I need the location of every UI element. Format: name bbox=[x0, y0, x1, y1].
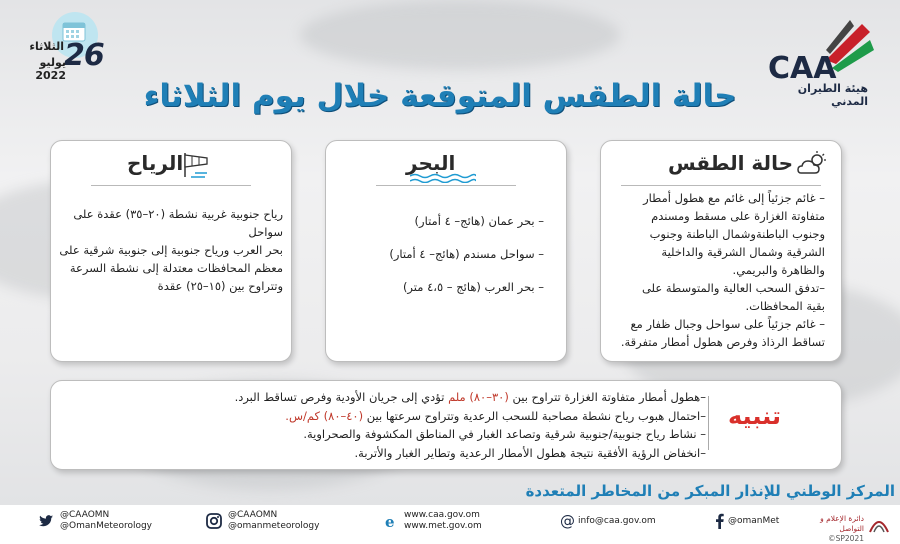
footer-email[interactable]: info@caa.gov.om bbox=[578, 516, 656, 526]
footer-instagram[interactable]: @CAAOMN @omanmeteorology bbox=[228, 510, 320, 531]
svg-text:@: @ bbox=[560, 513, 575, 529]
weather-card-title: حالة الطقس bbox=[667, 151, 793, 175]
warning-divider bbox=[708, 396, 709, 450]
twitter-icon bbox=[38, 513, 54, 529]
weather-card-text: – غائم جزئياً إلى غائم مع هطول أمطار متفاوتة الغزارة على مسقط ومسندم وجنوب الباطنةوشمال الباطنة وجنوب الشرقية وشمال الشرقية والداخلية والظاهرة والبريمي. –تدفق السحب العالية والمتوسطة على بقية المحافظات. – غائم جزئياً على سواحل وجبال ظفار مع تساقط الرذاذ وفرص هطول أمطار متفرقة. bbox=[620, 191, 825, 349]
page-title: حالة الطقس المتوقعة خلال يوم الثلاثاء bbox=[143, 78, 737, 114]
footer-facebook[interactable]: @omanMet bbox=[728, 516, 780, 526]
waves-icon bbox=[410, 173, 476, 183]
wind-card-title: الرياح bbox=[127, 151, 184, 175]
day-number: 26 bbox=[64, 38, 104, 73]
footer-websites[interactable]: www.caa.gov.om www.met.gov.om bbox=[404, 510, 482, 531]
department-logo bbox=[866, 510, 892, 536]
logo-caption: هيئة الطيران المدني bbox=[797, 82, 868, 108]
wind-card bbox=[50, 140, 292, 362]
ncew-caption: المركز الوطني للإنذار المبكر من المخاطر المتعددة bbox=[525, 482, 895, 500]
facebook-icon bbox=[712, 513, 728, 529]
footer-department: دائرة الإعلام و التواصل ©SP2021 bbox=[820, 514, 864, 543]
day-name: الثلاثاء bbox=[29, 40, 64, 53]
web-icon bbox=[384, 513, 400, 529]
wind-card-text: رياح جنوبية غربية نشطة (٢٠–٣٥) عقدة على سواحل بحر العرب ورياح جنوبية إلى جنوبية شرقية على معظم المحافظات معتدلة إلى نشطة السرعة وتتراوح بين (١٥–٢٥) عقدة bbox=[59, 207, 283, 293]
footer-twitter[interactable]: @CAAOMN @OmanMeteorology bbox=[60, 510, 152, 531]
sea-card bbox=[325, 140, 567, 362]
warning-label: تنبيه bbox=[728, 402, 781, 430]
partly-cloudy-icon bbox=[797, 151, 827, 177]
sea-card-title: البحر bbox=[406, 151, 456, 175]
warning-text: –هطول أمطار متفاوتة الغزارة تتراوح بين (٣٠–٨٠) ملم تؤدي إلى جريان الأودية وفرص تساقط البرد. –احتمال هبوب رياح نشطة مصاحبة للسحب الرعدية وتتراوح سرعتها بين (٤٠–٨٠) كم/س. – نشاط رياح جنوبية/جنوبية شرقية وتصاعد الغبار في المناطق المكشوفة والصحراوية. –انخفاض الرؤية الأفقية نتيجة هطول الأمطار الرعدية وتطاير الغبار والأتربة. bbox=[234, 390, 706, 460]
sea-card-text: – بحر عمان (هائج– ٤ أمتار) – سواحل مسندم (هائج– ٤ أمتار) – بحر العرب (هائج – ٤،٥ متر) bbox=[389, 214, 544, 294]
svg-text:e: e bbox=[385, 513, 395, 529]
weather-card bbox=[600, 140, 842, 362]
logo-letters: CAA bbox=[768, 51, 837, 86]
instagram-icon bbox=[206, 513, 222, 529]
email-icon bbox=[560, 513, 576, 529]
windsock-icon bbox=[183, 151, 211, 179]
month-year: يوليو 2022 bbox=[35, 56, 66, 82]
